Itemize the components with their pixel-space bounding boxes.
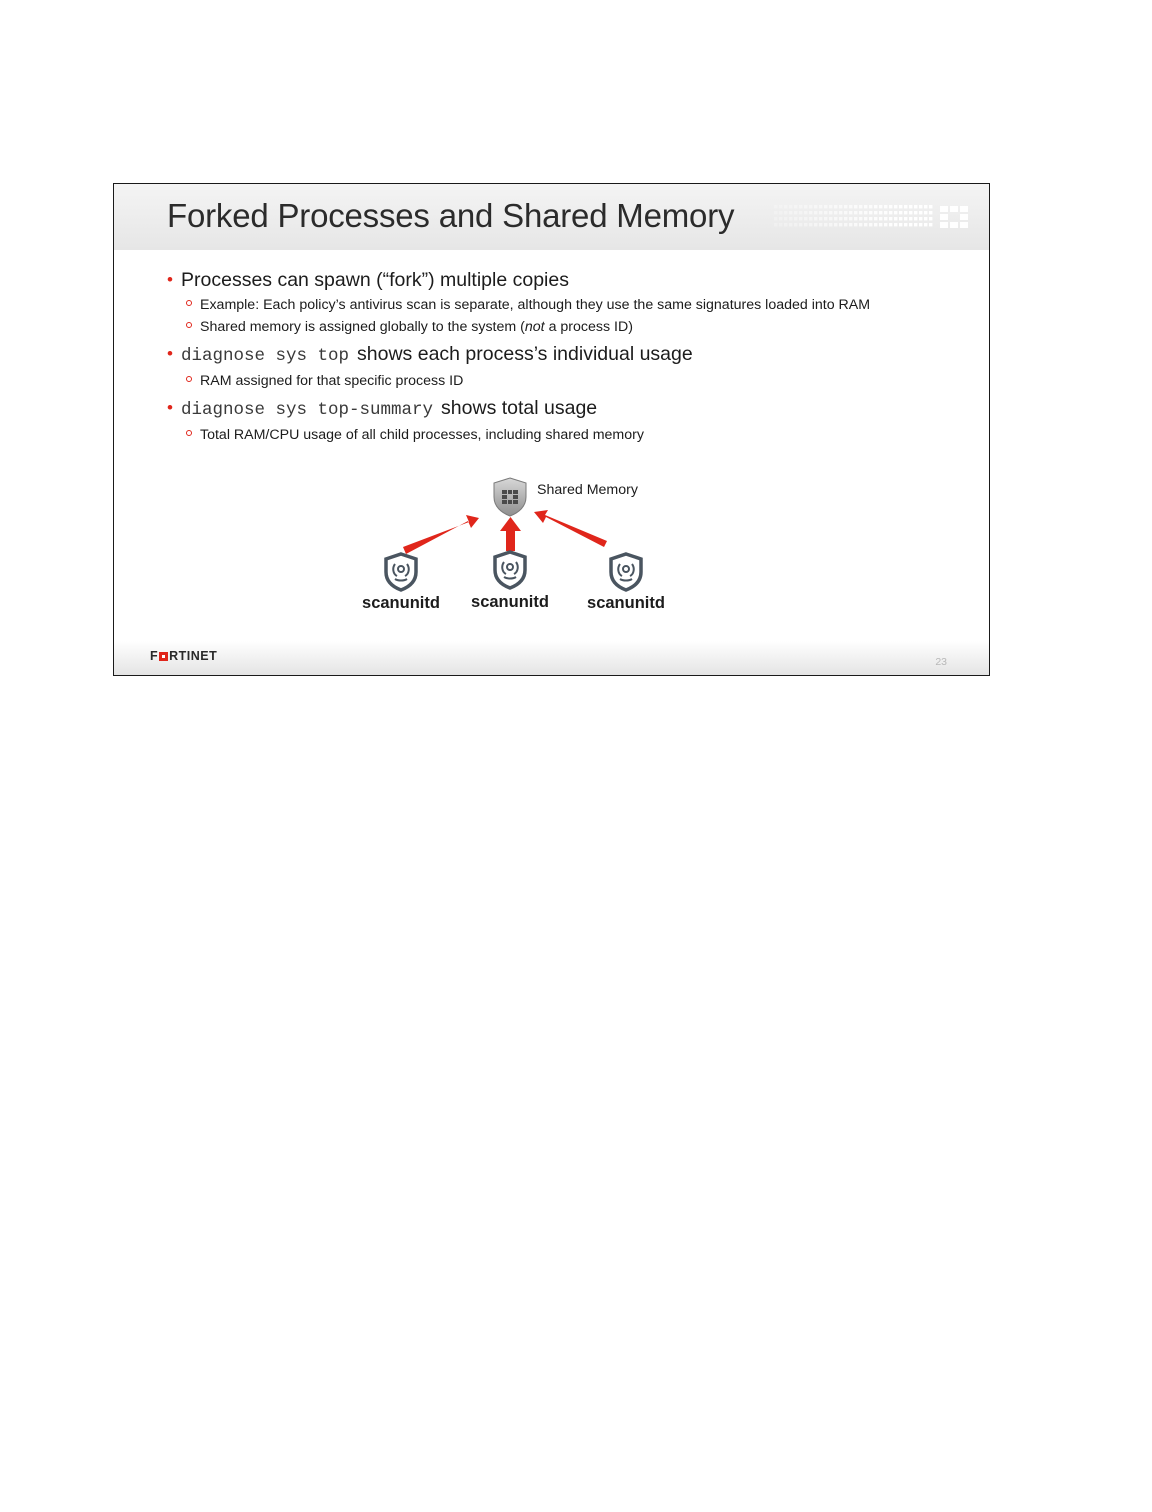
- bullet-dot: •: [167, 344, 173, 363]
- sub-bullet-text-before: Shared memory is assigned globally to the system (: [200, 319, 525, 335]
- biohazard-shield-icon: [608, 552, 644, 592]
- sub-bullet-ram: [167, 372, 967, 390]
- command-text: diagnose sys top-summary: [181, 400, 434, 420]
- sub-bullet-dot: [186, 376, 192, 382]
- biohazard-shield-icon: [492, 550, 528, 590]
- bullet-top-summary: [167, 396, 967, 422]
- sub-bullet-emphasis: not: [524, 319, 545, 335]
- sub-bullet-text: Example: Each policy’s antivirus scan is separate, although they use the same signatures loaded into RAM: [200, 297, 871, 313]
- shared-memory-label: Shared Memory: [537, 482, 638, 498]
- command-text: diagnose sys top: [181, 346, 350, 366]
- bullet-dot: •: [167, 270, 173, 289]
- bullet-text: Processes can spawn (“fork”) multiple copies: [181, 269, 569, 291]
- sub-bullet-example: [167, 296, 967, 314]
- brand-letter: F: [150, 649, 159, 663]
- sub-bullet-shared-memory: [167, 318, 967, 336]
- arrow-center: [500, 517, 521, 551]
- sub-bullet-text-after: a process ID): [544, 319, 633, 335]
- slide-title: Forked Processes and Shared Memory: [167, 197, 735, 234]
- brand-rest: RTINET: [169, 649, 218, 663]
- header-dot-pattern-icon: [774, 205, 934, 229]
- process-label: scanunitd: [362, 594, 440, 612]
- page-number: 23: [935, 656, 947, 668]
- arrow-left: [403, 515, 479, 554]
- fortinet-wordmark: [150, 649, 217, 663]
- sub-bullet-total: [167, 426, 967, 444]
- brand-mark-icon: [159, 652, 168, 661]
- fortinet-logo-icon: [940, 206, 968, 228]
- fortinet-shield-icon: [492, 477, 528, 517]
- title-bar: [114, 184, 989, 250]
- arrow-right: [534, 510, 607, 547]
- process-label: scanunitd: [587, 594, 665, 612]
- shared-memory-diagram: [114, 474, 990, 619]
- bullet-fork: [167, 268, 967, 292]
- bullet-dot: •: [167, 398, 173, 417]
- bullet-list: [167, 268, 967, 444]
- bullet-text: shows total usage: [441, 397, 598, 419]
- slide: [113, 183, 990, 676]
- sub-bullet-dot: [186, 322, 192, 328]
- sub-bullet-text: Total RAM/CPU usage of all child processes, including shared memory: [200, 427, 644, 443]
- footer: [114, 641, 989, 675]
- sub-bullet-dot: [186, 430, 192, 436]
- bullet-text: shows each process’s individual usage: [357, 343, 693, 365]
- biohazard-shield-icon: [383, 552, 419, 592]
- sub-bullet-text: RAM assigned for that specific process ID: [200, 373, 464, 389]
- bullet-sys-top: [167, 342, 967, 368]
- sub-bullet-dot: [186, 300, 192, 306]
- process-label: scanunitd: [471, 593, 549, 611]
